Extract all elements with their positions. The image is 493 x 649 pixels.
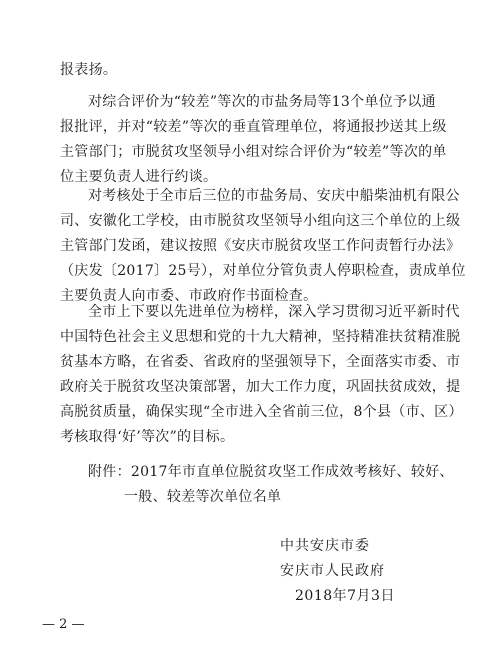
paragraph-line: 对考核处于全市后三位的市盐务局、安庆中船柴油机有限公: [88, 188, 460, 204]
paragraph-line: 政府关于脱贫攻坚决策部署，加大工作力度，巩固扶贫成效，提: [60, 379, 461, 395]
page-number: — 2 —: [42, 617, 85, 632]
paragraph-line: 主管部门；市脱贫攻坚领导小组对综合评价为“较差”等次的单: [60, 144, 447, 160]
signature-org-party: 中共安庆市委: [280, 538, 370, 554]
paragraph-line: 中国特色社会主义思想和党的十九大精神，坚持精准扶贫精准脱: [60, 329, 461, 345]
signature-date: 2018年7月3日: [295, 588, 395, 604]
paragraph-line: 贫基本方略，在省委、省政府的坚强领导下，全面落实市委、市: [60, 354, 461, 370]
paragraph-continuation-line: 报表扬。: [60, 62, 118, 78]
attachment-line: 一般、较差等次单位名单: [124, 489, 282, 505]
paragraph-line: 司、安徽化工学校，由市脱贫攻坚领导小组向这三个单位的上级: [60, 213, 461, 229]
paragraph-line: 考核取得‘好’等次”的目标。: [60, 429, 235, 445]
paragraph-line: （庆发〔2017〕25号），对单位分管负责人停职检查，责成单位: [60, 263, 466, 279]
paragraph-line: 对综合评价为“较差”等次的市盐务局等13个单位予以通: [88, 94, 436, 110]
paragraph-line: 主管部门发函，建议按照《安庆市脱贫攻坚工作问责暂行办法》: [60, 238, 461, 254]
paragraph-line: 主要负责人向市委、市政府作书面检查。: [60, 288, 318, 304]
signature-org-government: 安庆市人民政府: [280, 563, 385, 579]
attachment-line: 附件：2017年市直单位脱贫攻坚工作成效考核好、较好、: [88, 464, 454, 480]
paragraph-line: 位主要负责人进行约谈。: [60, 169, 218, 185]
paragraph-line: 报批评，并对“较差”等次的垂直管理单位，将通报抄送其上级: [60, 119, 447, 135]
paragraph-line: 高脱贫质量，确保实现“全市进入全省前三位，8个县（市、区）: [60, 404, 463, 420]
paragraph-line: 全市上下要以先进单位为榜样，深入学习贯彻习近平新时代: [88, 304, 460, 320]
